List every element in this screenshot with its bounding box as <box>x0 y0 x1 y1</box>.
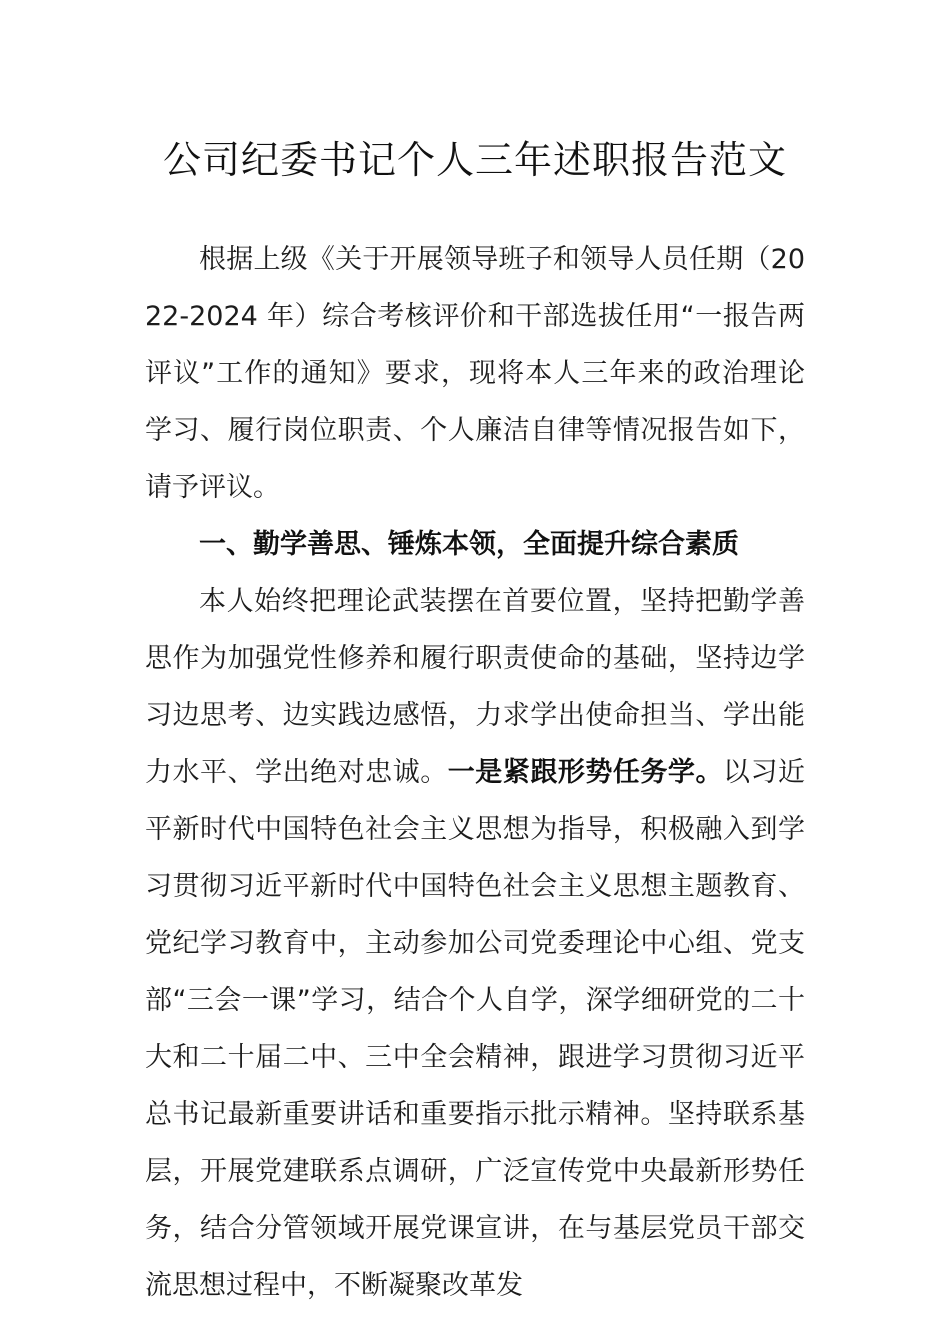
bold-text-run: 一是紧跟形势任务学。 <box>447 757 723 789</box>
section-heading <box>145 516 805 573</box>
bold-text-run: 一、勤学善思、锤炼本领，全面提升综合素质 <box>199 529 739 561</box>
body-paragraph <box>145 231 805 516</box>
document-body <box>145 231 805 1314</box>
text-run: 根据上级《关于开展领导班子和领导人员任期（2022-2024 年）综合考核评价和干部选拔任用“一报告两评议”工作的通知》要求，现将本人三年来的政治理论学习、履行岗位职责、个人廉洁自律等情况报告如下，请予评议。 <box>145 244 805 504</box>
text-run: 本人始终把理论武装摆在首要位置，坚持把勤学善思作为加强党性修养和履行职责使命的基础，坚持边学习边思考、边实践边感悟，力求学出使命担当、学出能力水平、学出绝对忠诚。 <box>145 586 805 789</box>
text-run: 以习近平新时代中国特色社会主义思想为指导，积极融入到学习贯彻习近平新时代中国特色社会主义思想主题教育、党纪学习教育中，主动参加公司党委理论中心组、党支部“三会一课”学习，结合个人自学，深学细研党的二十大和二十届二中、三中全会精神，跟进学习贯彻习近平总书记最新重要讲话和重要指示批示精神。坚持联系基层，开展党建联系点调研，广泛宣传党中央最新形势任务，结合分管领域开展党课宣讲，在与基层党员干部交流思想过程中，不断凝聚改革发 <box>145 757 806 1302</box>
document-title: 公司纪委书记个人三年述职报告范文 <box>162 140 787 182</box>
body-paragraph <box>145 573 805 1314</box>
